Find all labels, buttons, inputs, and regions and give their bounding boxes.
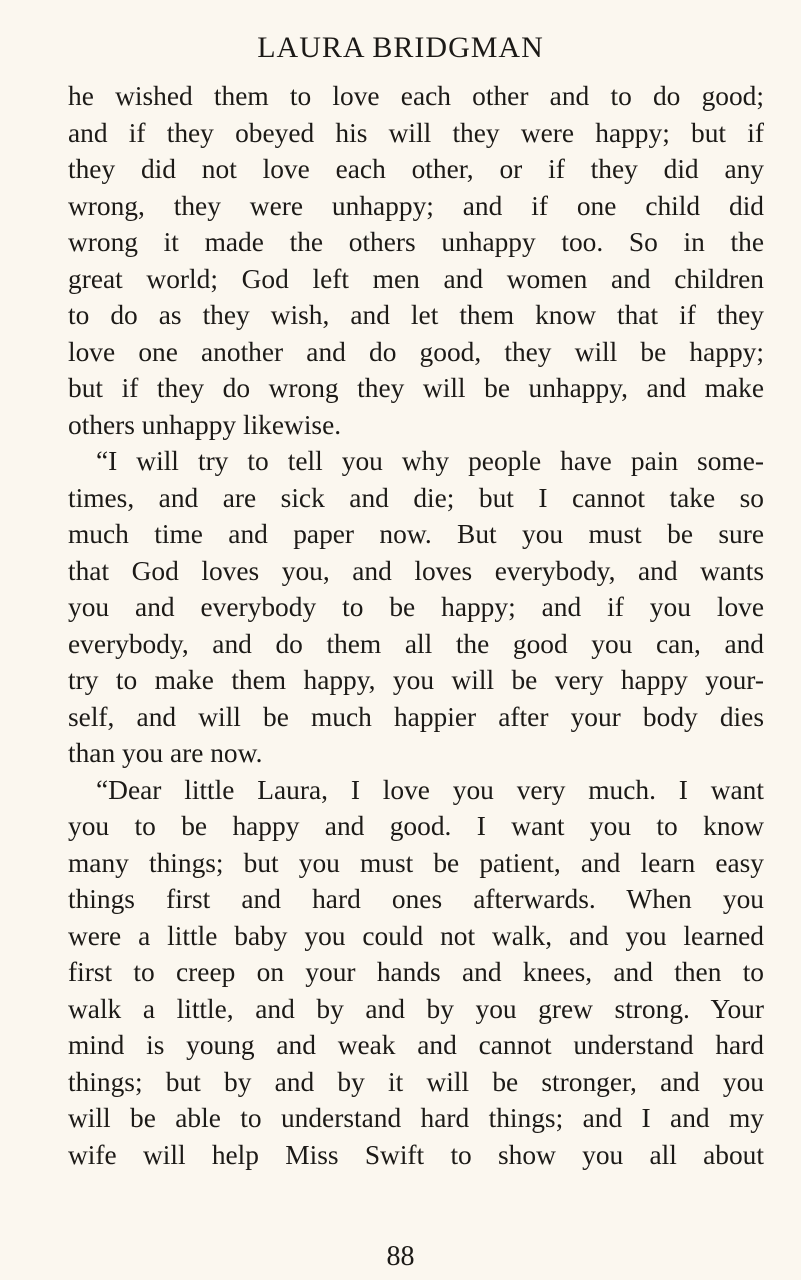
text-line: and if they obeyed his will they were happy; but if <box>68 117 764 148</box>
text-line: love one another and do good, they will be happy; <box>68 336 764 367</box>
text-line: things; but by and by it will be stronger, and you <box>68 1066 764 1097</box>
text-line: try to make them happy, you will be very happy your- <box>68 665 764 695</box>
text-line: times, and are sick and die; but I cannot take so <box>68 482 764 513</box>
text-line: you to be happy and good. I want you to know <box>68 811 764 841</box>
text-line: self, and will be much happier after your body dies <box>68 701 764 732</box>
text-line: you and everybody to be happy; and if you love <box>68 592 764 622</box>
page-number: 88 <box>386 1241 415 1272</box>
text-line: they did not love each other, or if they did any <box>68 154 764 184</box>
text-line: he wished them to love each other and to do good; <box>68 81 764 111</box>
text-line: wrong it made the others unhappy too. So in the <box>68 227 764 257</box>
text-line: “Dear little Laura, I love you very much. I want <box>96 774 764 805</box>
text-line: than you are now. <box>68 738 263 768</box>
text-line: others unhappy likewise. <box>68 409 342 440</box>
text-line: to do as they wish, and let them know that if they <box>68 300 764 330</box>
text-line: walk a little, and by and by you grew strong. Your <box>68 993 764 1024</box>
text-line: everybody, and do them all the good you can, and <box>68 628 764 659</box>
text-line: but if they do wrong they will be unhappy, and make <box>68 373 764 403</box>
text-line: that God loves you, and loves everybody, and wants <box>68 555 764 586</box>
text-line: wrong, they were unhappy; and if one child did <box>68 190 764 221</box>
text-line: mind is young and weak and cannot understand hard <box>68 1030 764 1060</box>
text-line: first to creep on your hands and knees, and then to <box>68 957 764 987</box>
text-line: many things; but you must be patient, and learn easy <box>68 847 764 878</box>
text-line: much time and paper now. But you must be sure <box>68 519 764 549</box>
text-line: things first and hard ones afterwards. When you <box>68 884 764 914</box>
text-line: “I will try to tell you why people have pain some- <box>96 446 764 476</box>
text-line: will be able to understand hard things; and I and my <box>68 1103 764 1133</box>
running-head: LAURA BRIDGMAN <box>257 31 544 64</box>
text-line: were a little baby you could not walk, and you learned <box>68 920 764 951</box>
text-line: great world; God left men and women and children <box>68 263 764 294</box>
text-line: wife will help Miss Swift to show you all about <box>68 1139 764 1170</box>
body-text <box>68 78 764 1173</box>
